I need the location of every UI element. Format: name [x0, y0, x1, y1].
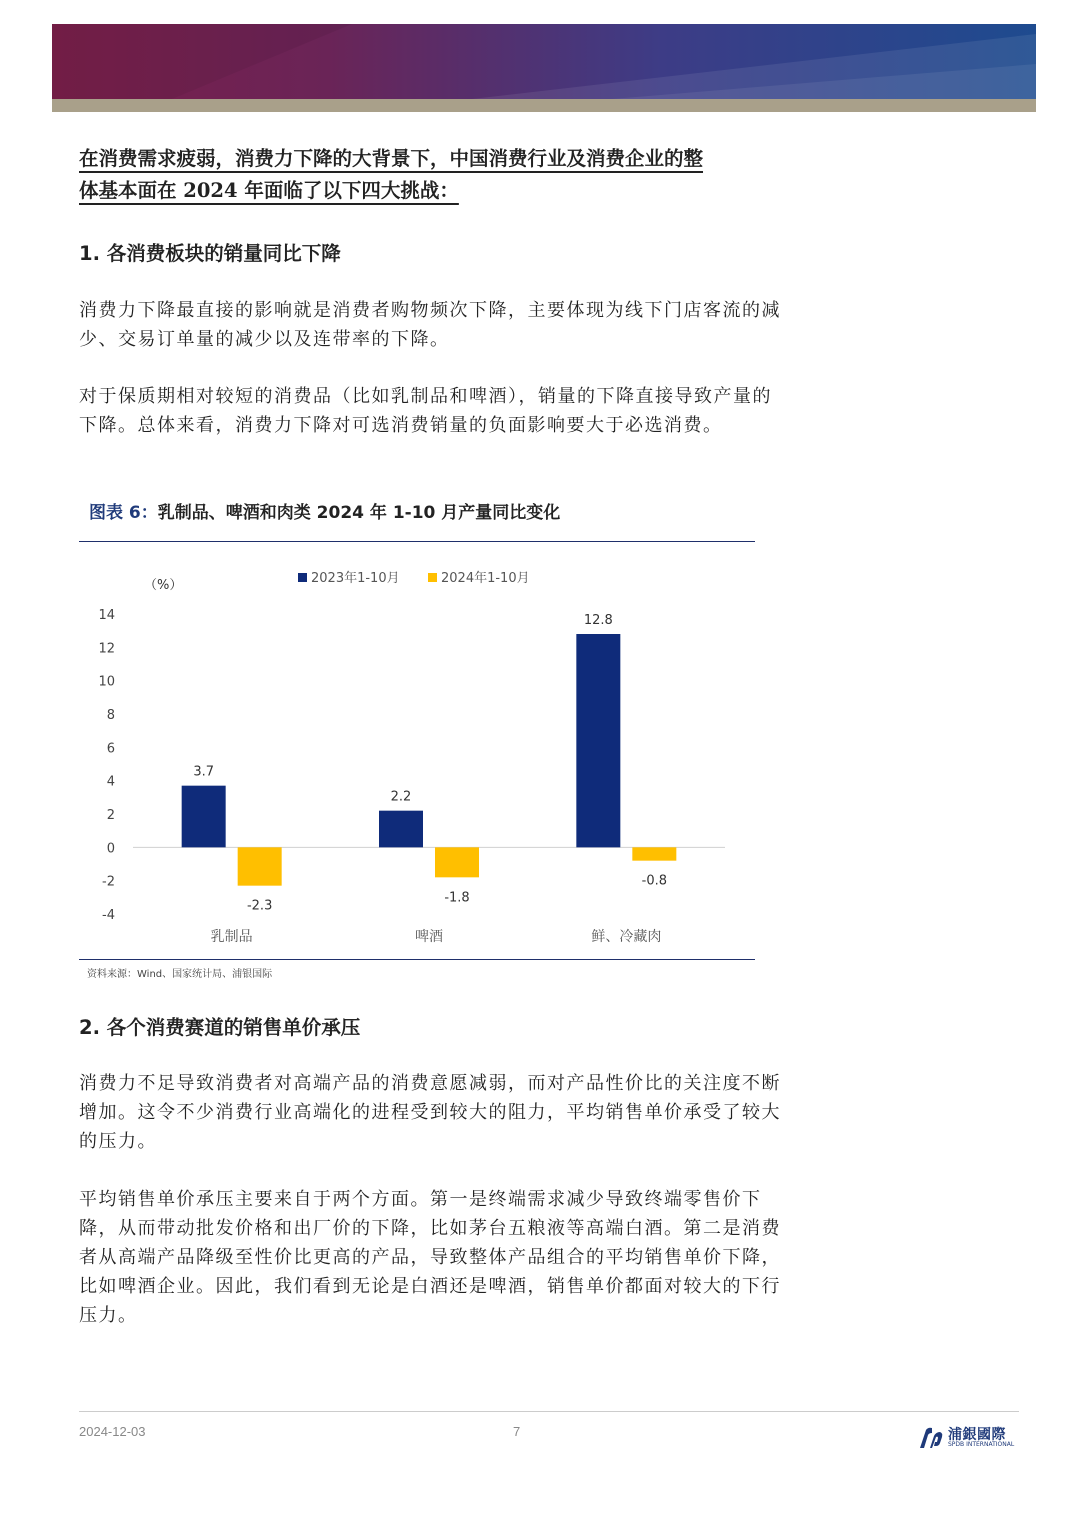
figure-caption: 乳制品、啤酒和肉类 2024 年 1-10 月产量同比变化 [157, 503, 561, 523]
section-2-paragraph-2: 平均销售单价承压主要来自于两个方面。第一是终端需求减少导致终端零售价下降，从而带动批发价格和出厂价的下降，比如茅台五粮液等高端白酒。第二是消费者从高端产品降级至性价比更高的产品，导致整体产品组合的平均销售单价下降，比如啤酒企业。因此，我们看到无论是白酒还是啤酒，销售单价都面对较大的下行压力。 [79, 1189, 781, 1326]
legend-label-1: 2023年1-10月 [311, 571, 400, 586]
intro-line-2: 体基本面在 2024 年面临了以下四大挑战： [79, 179, 459, 202]
bar-2-3 [632, 847, 676, 860]
data-label: 2.2 [390, 789, 412, 805]
page-number: 7 [513, 1424, 521, 1439]
bar-chart [79, 555, 755, 955]
y-tick-label: 10 [98, 674, 115, 690]
x-category-label: 乳制品 [210, 929, 253, 945]
data-label: 3.7 [193, 764, 215, 780]
y-tick-label: -4 [102, 908, 115, 923]
bar-1-3 [576, 634, 620, 847]
bar-1-1 [182, 786, 226, 848]
figure-title [89, 498, 560, 523]
figure-source: 资料来源：Wind、国家统计局、浦银国际 [87, 969, 273, 980]
figure-label: 图表 6： [89, 503, 158, 523]
data-label: -2.3 [246, 898, 273, 914]
legend-label-2: 2024年1-10月 [441, 571, 530, 586]
footer-date: 2024-12-03 [79, 1424, 146, 1439]
bar-2-1 [238, 847, 282, 885]
data-label: 12.8 [583, 613, 613, 628]
y-axis-unit-label: （%） [144, 578, 183, 593]
bar-2-2 [435, 847, 479, 877]
y-tick-label: 14 [98, 608, 115, 623]
section-2-heading: 2. 各个消费赛道的销售单价承压 [79, 1016, 361, 1039]
intro-paragraph [79, 143, 779, 207]
y-tick-label: 2 [106, 808, 115, 823]
section-2-paragraph-1: 消费力不足导致消费者对高端产品的消费意愿减弱，而对产品性价比的关注度不断增加。这令不少消费行业高端化的进程受到较大的阻力，平均销售单价承受了较大的压力。 [79, 1073, 781, 1152]
company-logo [918, 1424, 1018, 1452]
bar-1-2 [379, 811, 423, 848]
header-banner [52, 24, 1036, 99]
y-tick-label: 12 [98, 641, 115, 657]
legend-swatch-1 [298, 573, 307, 582]
banner-decoration [52, 24, 1036, 99]
legend-swatch-2 [428, 573, 437, 582]
y-tick-label: -2 [102, 874, 115, 890]
section-1-paragraph-1: 消费力下降最直接的影响就是消费者购物频次下降，主要体现为线下门店客流的减少、交易订单量的减少以及连带率的下降。 [79, 300, 781, 350]
spdb-logo-icon [918, 1426, 944, 1450]
figure-bottom-rule [79, 959, 755, 960]
y-tick-label: 4 [106, 774, 115, 790]
section-1-heading: 1. 各消费板块的销量同比下降 [79, 242, 341, 265]
y-tick-label: 0 [106, 841, 115, 857]
x-category-label: 鲜、冷藏肉 [591, 929, 662, 945]
logo-brand-sub: SPDB INTERNATIONAL [948, 1441, 1015, 1448]
y-tick-label: 6 [106, 741, 115, 757]
section-1-paragraph-2: 对于保质期相对较短的消费品（比如乳制品和啤酒），销量的下降直接导致产量的下降。总体来看，消费力下降对可选消费销量的负面影响要大于必选消费。 [79, 386, 772, 436]
logo-brand-name: 浦銀國際 [948, 1427, 1006, 1443]
figure-top-rule [79, 541, 755, 542]
x-category-label: 啤酒 [415, 929, 443, 945]
intro-line-1: 在消费需求疲弱，消费力下降的大背景下，中国消费行业及消费企业的整 [79, 147, 704, 170]
footer-divider [79, 1411, 1019, 1412]
data-label: -0.8 [641, 873, 668, 889]
header-strip [52, 99, 1036, 112]
data-label: -1.8 [444, 890, 470, 906]
y-tick-label: 8 [106, 708, 115, 723]
